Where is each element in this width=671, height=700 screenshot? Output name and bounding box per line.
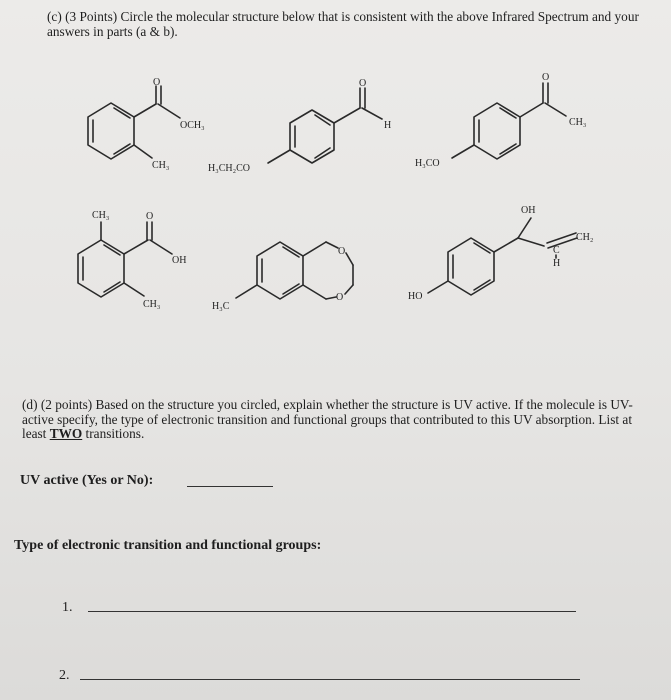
s4-methyl-top: CH₃ [92, 210, 110, 221]
s4-hydroxyl: OH [172, 255, 187, 266]
structure-1[interactable] [88, 77, 205, 171]
structure-3[interactable] [415, 72, 586, 169]
s2-carbonyl-o: O [359, 78, 367, 89]
s4-carbonyl-o: O [146, 211, 154, 222]
s3-carbonyl-o: O [542, 72, 550, 83]
transition-type-label: Type of electronic transition and functional groups: [14, 538, 322, 553]
s1-methyl-label: CH₃ [152, 160, 170, 171]
s6-ch2-label: CH₂ [576, 232, 594, 243]
s5-methyl-label: H₃C [212, 301, 230, 312]
s1-carbonyl-o: O [153, 77, 161, 88]
uv-active-label: UV active (Yes or No): [20, 473, 154, 488]
s6-phenol-label: HO [408, 291, 423, 302]
s6-c-label: C [553, 245, 560, 256]
s6-h-label: H [553, 258, 561, 269]
s6-hydroxyl: OH [521, 205, 536, 216]
s3-methyl-label: CH₃ [569, 117, 587, 128]
question-c-text: (c) (3 Points) Circle the molecular structure below that is consistent with the above Infrared Spectrum and your answers in parts (a & b). [47, 9, 639, 39]
structure-2[interactable] [208, 78, 391, 174]
structure-4[interactable] [78, 210, 186, 310]
uv-active-answer-blank[interactable] [187, 486, 273, 487]
transition-answer-line-1[interactable] [88, 611, 576, 612]
s2-aldehyde-h: H [384, 120, 392, 131]
s2-ethoxy-label: H₃CH₂CO [208, 163, 250, 174]
s5-ring-o-bottom: O [336, 292, 344, 303]
question-d-text [22, 398, 657, 442]
structure-6[interactable] [408, 205, 593, 302]
s3-methoxy-label: H₃CO [415, 158, 440, 169]
s4-methyl-bottom: CH₃ [143, 299, 161, 310]
structure-5[interactable] [212, 242, 353, 312]
s5-ring-o-top: O [338, 246, 346, 257]
s1-ester-label: OCH₃ [180, 120, 205, 131]
transition-number-1: 1. [62, 600, 73, 615]
question-d-part-1: (d) (2 points) Based on the structure you circled, explain whether the structure is UV active. If the molecule is UV-active specify, the type of electronic transition and functional groups that contributed to this UV absorption. List at least [22, 397, 633, 441]
question-d-part-2: transitions. [82, 426, 145, 441]
transition-number-2: 2. [59, 668, 70, 683]
transition-answer-line-2[interactable] [80, 679, 580, 680]
question-d-emphasis: TWO [49, 426, 83, 441]
